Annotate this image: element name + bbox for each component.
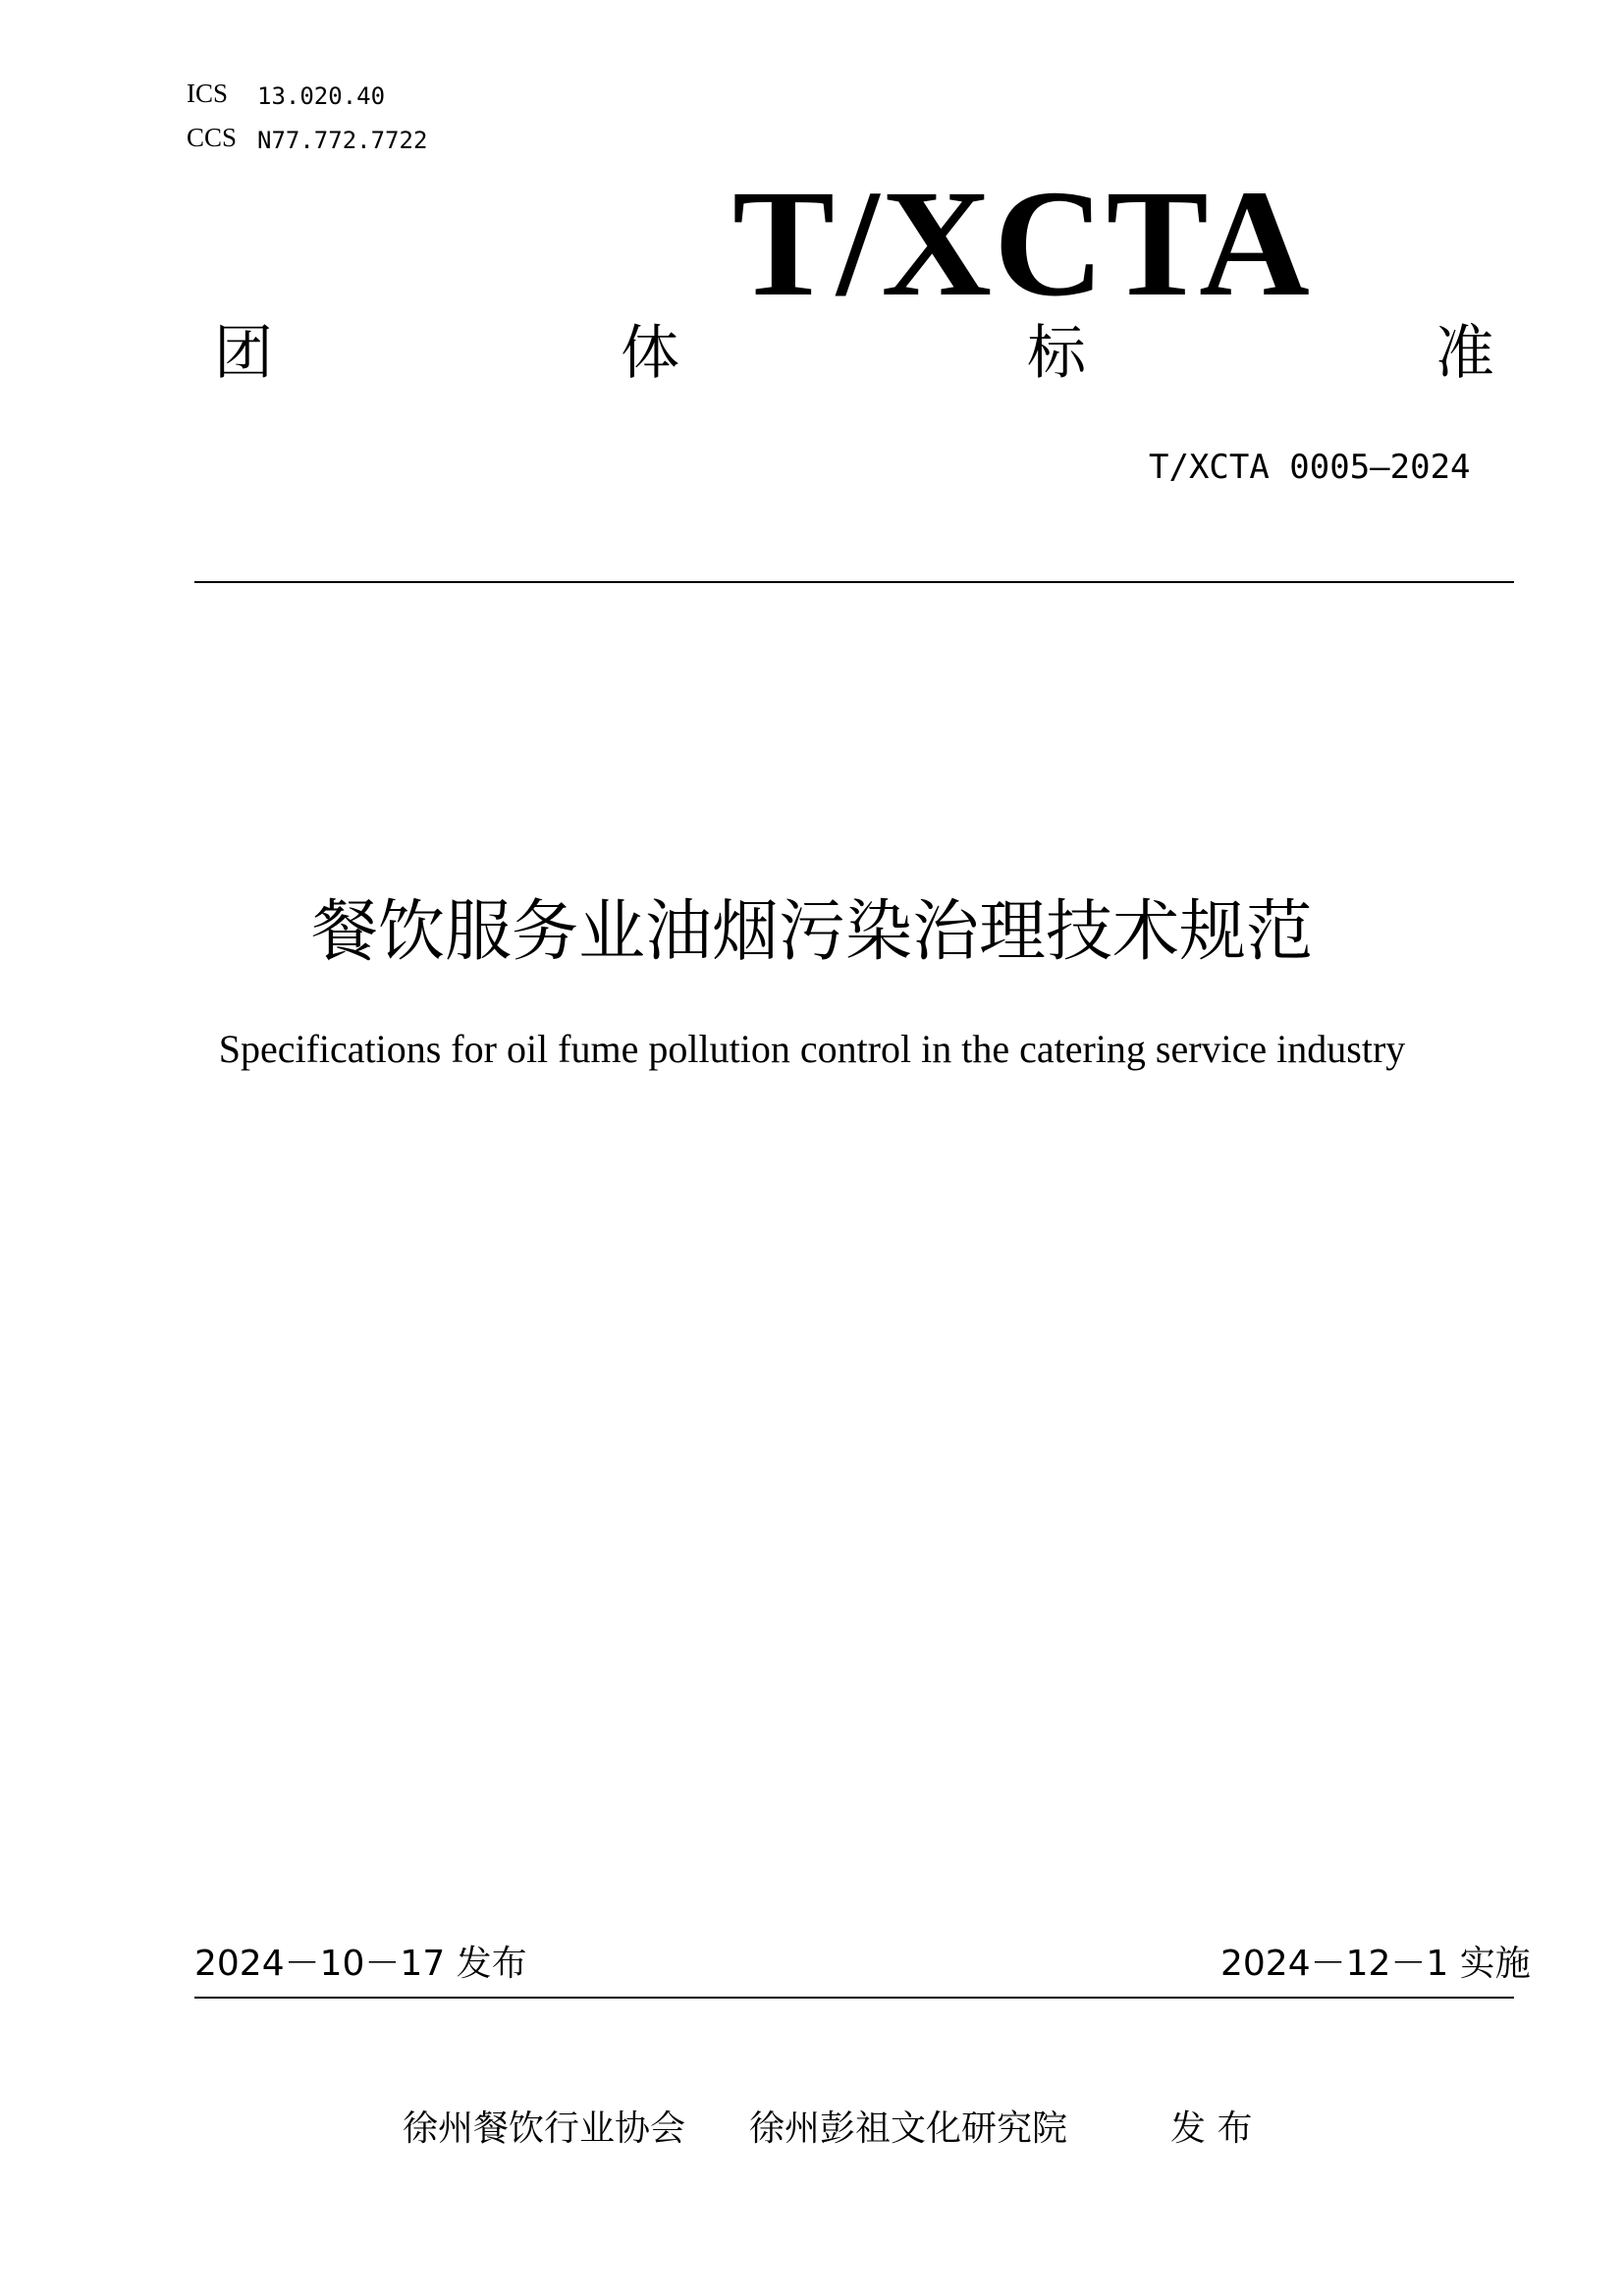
standard-logo: T/XCTA (732, 158, 1312, 328)
standard-number: T/XCTA 0005—2024 (1149, 448, 1471, 487)
publisher-org-2: 徐州彭祖文化研究院 (749, 2109, 1068, 2149)
footer-divider (194, 1997, 1514, 1999)
ics-label: ICS (187, 79, 229, 108)
ccs-label: CCS (187, 123, 238, 152)
publish-action: 发 布 (1170, 2109, 1253, 2149)
category-char-1: 团 (214, 319, 273, 388)
publisher-org-1: 徐州餐饮行业协会 (403, 2109, 686, 2149)
publish-date: 2024－10－17 发布 (194, 1944, 527, 1984)
ccs-value: N77.772.7722 (257, 127, 428, 154)
effective-date: 2024－12－1 实施 (1220, 1944, 1531, 1984)
ics-value: 13.020.40 (257, 82, 386, 110)
category-char-2: 体 (621, 319, 679, 388)
category-char-3: 标 (1027, 319, 1086, 388)
header-divider (194, 581, 1514, 583)
document-title-chinese: 餐饮服务业油烟污染治理技术规范 (310, 893, 1313, 971)
document-title-english: Specifications for oil fume pollution control in the catering service industry (218, 1027, 1406, 1071)
category-char-4: 准 (1435, 319, 1494, 388)
